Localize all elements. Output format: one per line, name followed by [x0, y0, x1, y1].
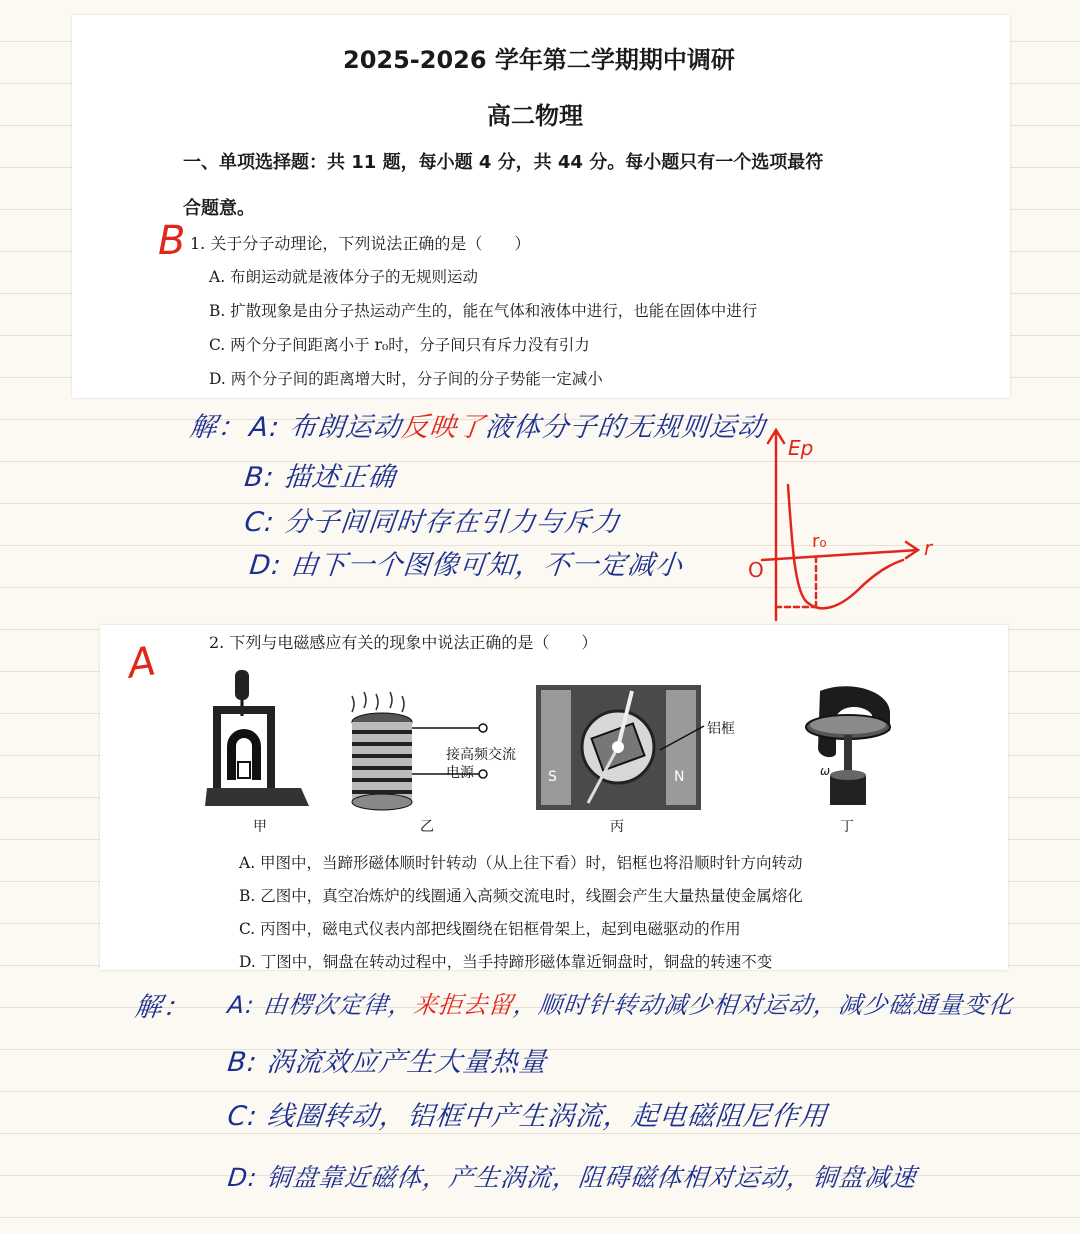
- q2-note-label: 解：: [133, 992, 193, 1023]
- q1-answer-mark: B: [158, 218, 186, 264]
- q2-note-d: D: 铜盘靠近磁体，产生涡流，阻碍磁体相对运动，铜盘减速: [226, 1163, 918, 1192]
- q1-note-a: A: 布朗运动反映了液体分子的无规则运动: [248, 412, 767, 443]
- figure-caption-yi: 乙: [420, 819, 434, 835]
- magnet-n-label: N: [674, 769, 685, 785]
- q1-option-b: B. 扩散现象是由分子热运动产生的，能在气体和液体中进行，也能在固体中进行: [209, 302, 758, 320]
- graph-curve: [788, 485, 903, 608]
- q1-note-a-highlight: 反映了: [399, 412, 487, 443]
- q2-option-a: A. 甲图中，当蹄形磁体顺时针转动（从上往下看）时，铝框也将沿顺时针方向转动: [239, 854, 803, 872]
- exam-subject: 高二物理: [487, 102, 583, 130]
- q2-option-c: C. 丙图中，磁电式仪表内部把线圈绕在铝框骨架上，起到电磁驱动的作用: [239, 920, 741, 938]
- exam-title: 2025-2026 学年第二学期期中调研: [343, 46, 735, 74]
- q2-note-b: B: 涡流效应产生大量热量: [226, 1047, 549, 1078]
- q1-note-label: 解：: [188, 412, 248, 443]
- figure-caption-ding: 丁: [840, 819, 854, 835]
- figure-caption-jia: 甲: [253, 819, 267, 835]
- graph-y-label: Ep: [788, 436, 814, 460]
- svg-text:ω: ω: [820, 764, 831, 778]
- q1-option-d: D. 两个分子间的距离增大时，分子间的分子势能一定减小: [209, 370, 603, 388]
- section-heading: 一、单项选择题：共 11 题，每小题 4 分，共 44 分。每小题只有一个选项最符: [183, 152, 824, 173]
- figure-caption-bing: 丙: [610, 819, 624, 835]
- q1-note-c: C: 分子间同时存在引力与斥力: [243, 507, 622, 538]
- q1-option-a: A. 布朗运动就是液体分子的无规则运动: [209, 268, 479, 286]
- graph-x-axis: [762, 550, 918, 560]
- coil-label: 接高频交流电源: [446, 747, 516, 781]
- magnet-s-label: S: [548, 769, 557, 785]
- q2-stem: 2. 下列与电磁感应有关的现象中说法正确的是（ ）: [209, 633, 598, 652]
- graph-origin: O: [748, 558, 764, 582]
- q1-note-d: D: 由下一个图像可知，不一定减小: [248, 550, 685, 581]
- q2-note-a: A: 由楞次定律，来拒去留，顺时针转动减少相对运动，减少磁通量变化: [226, 991, 1015, 1019]
- potential-energy-graph: [748, 425, 948, 625]
- q2-note-a-highlight: 来拒去留: [411, 991, 515, 1019]
- q1-note-b: B: 描述正确: [243, 462, 398, 493]
- section-heading-cont: 合题意。: [183, 198, 255, 219]
- figure-ding: [780, 683, 910, 813]
- q1-option-c: C. 两个分子间距离小于 r₀时，分子间只有斥力没有引力: [209, 336, 590, 354]
- q2-answer-mark: A: [124, 638, 159, 688]
- q2-note-c: C: 线圈转动，铝框中产生涡流，起电磁阻尼作用: [226, 1101, 829, 1132]
- figure-jia: [205, 668, 315, 818]
- graph-x-label: r: [924, 536, 933, 560]
- q2-option-b: B. 乙图中，真空冶炼炉的线圈通入高频交流电时，线圈会产生大量热量使金属熔化: [239, 887, 803, 905]
- graph-r0-label: r₀: [812, 531, 827, 552]
- q2-option-d: D. 丁图中，铜盘在转动过程中，当手持蹄形磁体靠近铜盘时，铜盘的转速不变: [239, 953, 773, 971]
- q1-stem: 1. 关于分子动理论，下列说法正确的是（ ）: [190, 234, 531, 253]
- frame-label: 铝框: [707, 721, 735, 737]
